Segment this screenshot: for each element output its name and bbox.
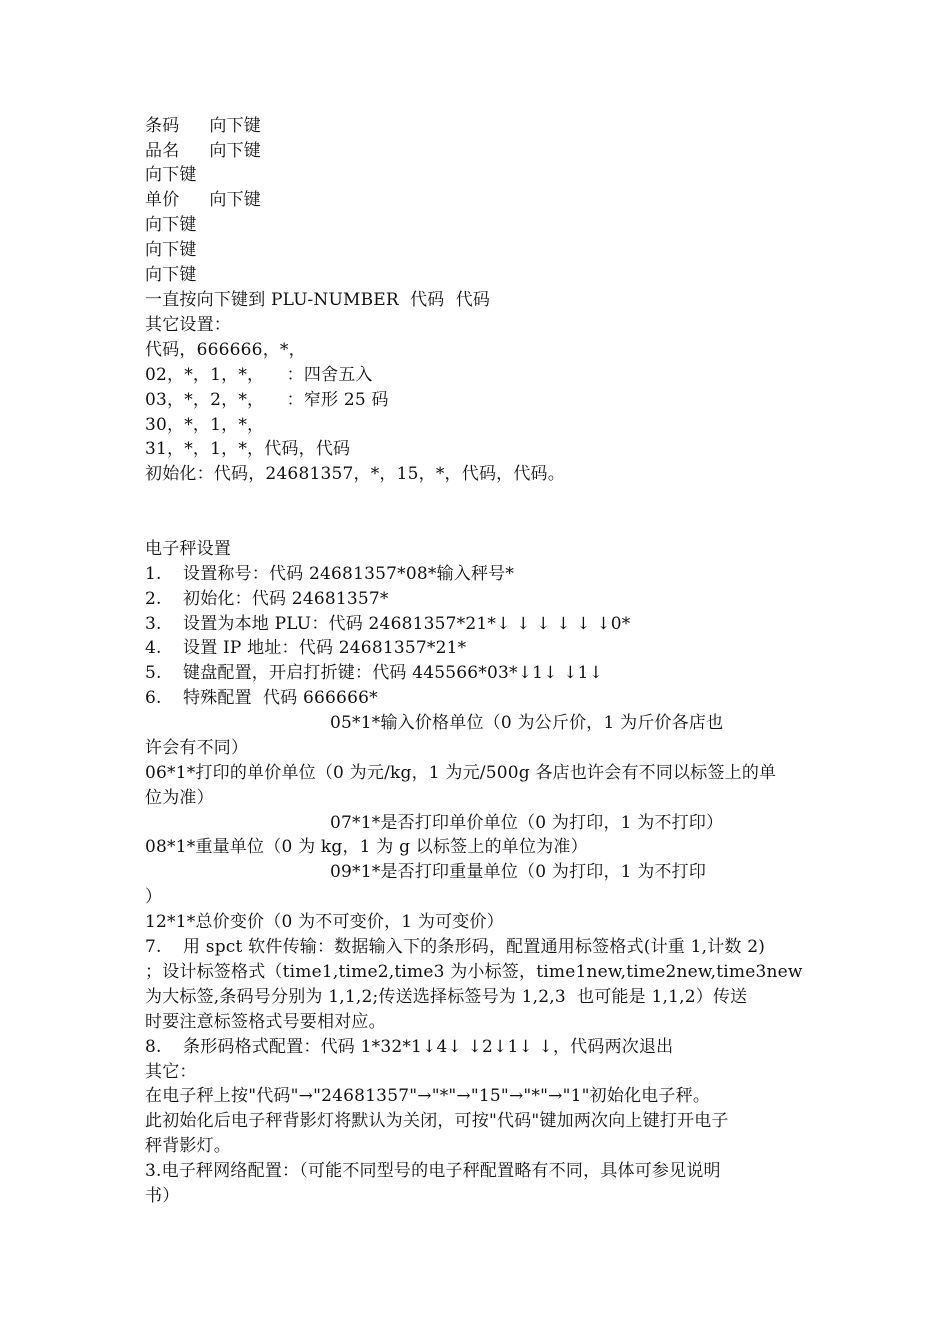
step-7-cont: 为大标签,条码号分别为 1,1,2;传送选择标签号为 1,2,3 也可能是 1,1,2）传送 [145,987,748,1007]
step-text: 条形码格式配置：代码 1*32*1↓4↓ ↓2↓1↓ ↓，代码两次退出 [183,1037,674,1057]
step-number: 1. [145,564,162,584]
text-line: 向下键 [145,240,197,260]
config-05-line: 05*1*输入价格单位（0 为公斤价，1 为斤价各店也 [330,713,724,733]
other-line: 3.电子秤网络配置：（可能不同型号的电子秤配置略有不同，具体可参见说明 [145,1161,721,1181]
config-06-cont: 位为准） [145,788,214,808]
text-line [145,139,261,164]
text-line: 向下键 [145,265,197,285]
step-text: 特殊配置 代码 666666* [183,688,378,708]
text-line: 向下键 [145,215,197,235]
step-1 [145,562,514,587]
step-number: 8. [145,1037,162,1057]
step-text: 键盘配置，开启打折键：代码 445566*03*↓1↓ ↓1↓ [183,663,604,683]
text-line: 31，*，1，*，代码，代码 [145,439,351,459]
key-instruction: 向下键 [209,141,262,161]
step-number: 3. [145,614,162,634]
text-line: 初始化：代码，24681357，*，15，*，代码，代码。 [145,464,565,484]
step-7 [145,935,765,960]
config-12-line: 12*1*总价变价（0 为不可变价，1 为可变价） [145,912,504,932]
config-07-line: 07*1*是否打印单价单位（0 为打印，1 为不打印） [330,813,724,833]
text-line: 代码，666666，*， [145,340,306,360]
other-line: 书） [145,1186,180,1206]
step-number: 7. [145,937,162,957]
step-5 [145,661,603,686]
field-label: 条码 [145,116,180,136]
step-2 [145,587,389,612]
step-7-cont: 时要注意标签格式号要相对应。 [145,1012,386,1032]
text-line: 向下键 [145,165,197,185]
step-number: 2. [145,589,162,609]
config-09-cont: ） [145,887,163,907]
other-line: 秤背影灯。 [145,1136,231,1156]
step-text: 设置 IP 地址：代码 24681357*21* [183,638,467,658]
text-line: 一直按向下键到 PLU-NUMBER 代码 代码 [145,290,491,310]
key-instruction: 向下键 [209,190,262,210]
field-label: 品名 [145,141,180,161]
other-line: 此初始化后电子秤背影灯将默认为关闭，可按"代码"键加两次向上键打开电子 [145,1111,729,1131]
field-label: 单价 [145,190,180,210]
text-line [145,114,261,139]
step-number: 5. [145,663,162,683]
key-instruction: 向下键 [209,116,262,136]
text-line: 其它设置： [145,315,231,335]
config-06-line: 06*1*打印的单价单位（0 为元/kg，1 为元/500g 各店也许会有不同以标签上的单 [145,763,777,783]
text-line: 30，*，1，*， [145,415,265,435]
text-line [145,188,261,213]
step-text: 设置称号：代码 24681357*08*输入秤号* [183,564,515,584]
step-7-cont: ；设计标签格式（time1,time2,time3 为小标签，time1new,time2new,time3new [145,962,803,982]
config-08-line: 08*1*重量单位（0 为 kg，1 为 g 以标签上的单位为准） [145,837,588,857]
config-09-line: 09*1*是否打印重量单位（0 为打印，1 为不打印 [330,862,707,882]
step-number: 4. [145,638,162,658]
step-6 [145,686,378,711]
step-text: 设置为本地 PLU：代码 24681357*21*↓ ↓ ↓ ↓ ↓ ↓0* [183,614,631,634]
step-3 [145,612,631,637]
text-line: 03，*，2，*， ：窄形 25 码 [145,390,389,410]
step-text: 用 spct 软件传输：数据输入下的条形码，配置通用标签格式(计重 1,计数 2) [183,937,766,957]
text-line: 02，*，1，*， ：四舍五入 [145,365,373,385]
config-05-cont: 许会有不同） [145,738,249,758]
other-line: 在电子秤上按"代码"→"24681357"→"*"→"15"→"*"→"1"初始化电子秤。 [145,1086,711,1106]
other-heading: 其它： [145,1062,197,1082]
step-number: 6. [145,688,162,708]
step-text: 初始化：代码 24681357* [183,589,389,609]
step-8 [145,1035,673,1060]
step-4 [145,636,466,661]
section-title: 电子秤设置 [145,539,231,559]
